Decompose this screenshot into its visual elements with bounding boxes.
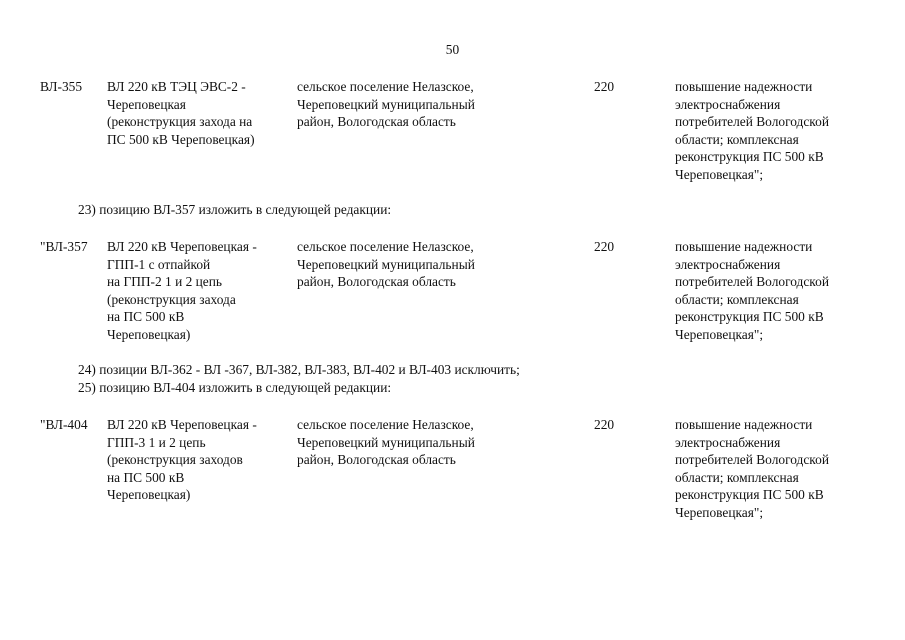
instruction-23: 23) позицию ВЛ-357 изложить в следующей редакции:: [78, 202, 392, 217]
line-purpose: повышение надежности электроснабжения потребителей Вологодской области; комплексная реконструкция ПС 500 кВ Череповецкая";: [675, 417, 829, 520]
line-purpose: повышение надежности электроснабжения потребителей Вологодской области; комплексная реконструкция ПС 500 кВ Череповецкая";: [675, 239, 829, 342]
line-purpose: повышение надежности электроснабжения потребителей Вологодской области; комплексная реконструкция ПС 500 кВ Череповецкая";: [675, 79, 829, 182]
line-voltage: 220: [594, 79, 615, 94]
line-name: ВЛ 220 кВ Череповецкая - ГПП-3 1 и 2 цепь (реконструкция заходов на ПС 500 кВ Череповецкая): [107, 417, 257, 502]
line-name: ВЛ 220 кВ Череповецкая - ГПП-1 с отпайкой на ГПП-2 1 и 2 цепь (реконструкция захода на ПС 500 кВ Череповецкая): [107, 239, 257, 342]
line-code: "ВЛ-404: [40, 417, 88, 432]
line-location: сельское поселение Нелазское, Череповецкий муниципальный район, Вологодская область: [297, 417, 475, 467]
line-code: ВЛ-355: [40, 79, 83, 94]
instruction-24: 24) позиции ВЛ-362 - ВЛ -367, ВЛ-382, ВЛ-383, ВЛ-402 и ВЛ-403 исключить;: [78, 362, 520, 377]
instruction-25: 25) позицию ВЛ-404 изложить в следующей редакции:: [78, 380, 392, 395]
line-voltage: 220: [594, 417, 615, 432]
line-code: "ВЛ-357: [40, 239, 88, 254]
line-name: ВЛ 220 кВ ТЭЦ ЭВС-2 - Череповецкая (реконструкция захода на ПС 500 кВ Череповецкая): [107, 79, 255, 147]
line-location: сельское поселение Нелазское, Череповецкий муниципальный район, Вологодская область: [297, 239, 475, 289]
line-voltage: 220: [594, 239, 615, 254]
line-location: сельское поселение Нелазское, Череповецкий муниципальный район, Вологодская область: [297, 79, 475, 129]
page-number: 50: [445, 42, 460, 57]
